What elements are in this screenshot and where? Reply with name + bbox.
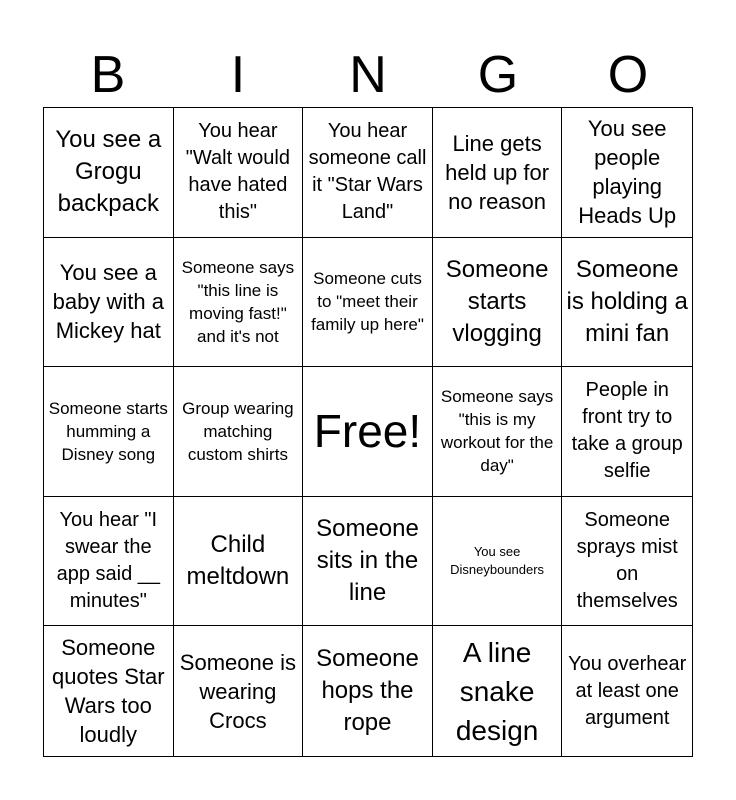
bingo-cell[interactable]: [562, 367, 692, 497]
bingo-cell[interactable]: [174, 626, 304, 756]
bingo-cell[interactable]: [433, 108, 563, 238]
free-space-text: Free!: [313, 405, 422, 458]
bingo-cell[interactable]: [44, 497, 174, 627]
bingo-cell[interactable]: [562, 238, 692, 368]
bingo-cell[interactable]: [433, 626, 563, 756]
bingo-cell[interactable]: [44, 108, 174, 238]
bingo-cell[interactable]: [433, 238, 563, 368]
bingo-cell[interactable]: [303, 497, 433, 627]
bingo-cell[interactable]: [562, 108, 692, 238]
bingo-cell[interactable]: [433, 367, 563, 497]
bingo-cell[interactable]: [44, 626, 174, 756]
cell-text: You overhear at least one argument: [568, 652, 687, 729]
cell-text: Someone says "this line is moving fast!" and it's not: [181, 257, 295, 346]
header-letter-o: O: [607, 46, 649, 104]
header-letter-b: B: [90, 46, 126, 104]
cell-text: You see Disneybounders: [450, 544, 545, 578]
cell-text: You see a Grogu backpack: [55, 126, 162, 218]
cell-text: Group wearing matching custom shirts: [182, 398, 294, 464]
bingo-cell[interactable]: [174, 497, 304, 627]
free-space[interactable]: [303, 367, 433, 497]
cell-text: Someone is wearing Crocs: [179, 649, 296, 733]
bingo-cell[interactable]: [433, 497, 563, 627]
bingo-cell[interactable]: [303, 238, 433, 368]
bingo-cell[interactable]: [174, 108, 304, 238]
cell-text: Someone hops the rope: [316, 645, 419, 737]
cell-text: You see people playing Heads Up: [578, 116, 677, 229]
bingo-cell[interactable]: [562, 626, 692, 756]
cell-text: Someone quotes Star Wars too loudly: [52, 635, 165, 748]
cell-text: You hear "Walt would have hated this": [185, 120, 290, 224]
header-letter-i: I: [230, 46, 246, 104]
cell-text: Someone is holding a mini fan: [566, 255, 688, 347]
bingo-cell[interactable]: [303, 108, 433, 238]
bingo-cell[interactable]: [174, 238, 304, 368]
cell-text: Someone cuts to "meet their family up here": [311, 269, 424, 335]
bingo-cell[interactable]: [44, 367, 174, 497]
cell-text: You hear "I swear the app said __ minutes": [56, 509, 160, 613]
cell-text: Someone starts humming a Disney song: [48, 398, 168, 464]
cell-text: Child meltdown: [186, 531, 290, 591]
cell-text: People in front try to take a group selfie: [571, 379, 683, 483]
cell-text: You see a baby with a Mickey hat: [52, 260, 164, 344]
bingo-grid: [43, 107, 693, 757]
header-letter-n: N: [349, 46, 387, 104]
bingo-cell[interactable]: [174, 367, 304, 497]
bingo-cell[interactable]: [44, 238, 174, 368]
cell-text: Someone says "this is my workout for the day": [440, 387, 554, 476]
cell-text: You hear someone call it "Star Wars Land": [308, 120, 427, 224]
bingo-cell[interactable]: [303, 626, 433, 756]
cell-text: Someone starts vlogging: [445, 255, 549, 347]
cell-text: Someone sits in the line: [316, 515, 419, 607]
header-letter-g: G: [477, 46, 519, 104]
bingo-cell[interactable]: [562, 497, 692, 627]
cell-text: Line gets held up for no reason: [445, 130, 550, 214]
bingo-header: [43, 44, 693, 106]
cell-text: A line snake design: [455, 636, 539, 746]
cell-text: Someone sprays mist on themselves: [576, 509, 678, 613]
